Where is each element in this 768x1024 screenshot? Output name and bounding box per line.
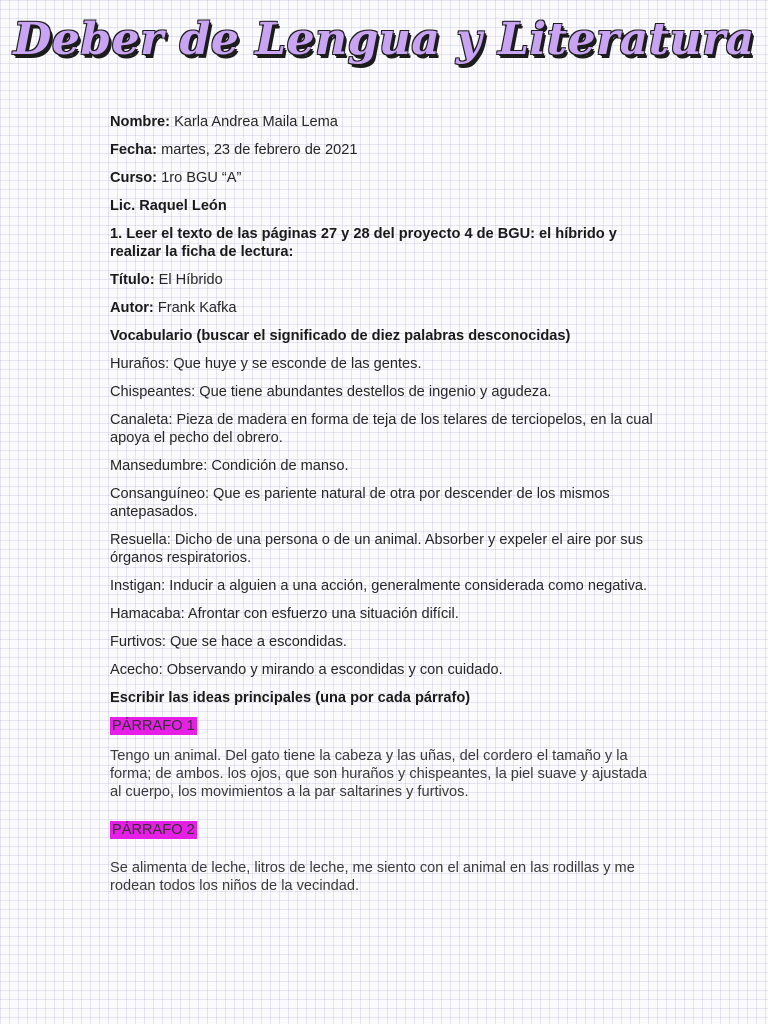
fecha-value: martes, 23 de febrero de 2021 <box>161 142 358 158</box>
fecha-line <box>110 141 655 159</box>
document-body <box>110 113 655 905</box>
curso-value: 1ro BGU “A” <box>161 170 242 186</box>
curso-line <box>110 169 655 187</box>
vocab-item: Huraños: Que huye y se esconde de las gentes. <box>110 356 422 372</box>
ideas-heading: Escribir las ideas principales (una por cada párrafo) <box>110 690 471 706</box>
vocab-item: Canaleta: Pieza de madera en forma de teja de los telares de terciopelos, en la cual apoya el pecho del obrero. <box>110 412 653 446</box>
parrafo-2-label: PÁRRAFO 2 <box>112 822 195 838</box>
vocab-item: Consanguíneo: Que es pariente natural de otra por descender de los mismos antepasados. <box>110 486 610 520</box>
vocab-item: Furtivos: Que se hace a escondidas. <box>110 634 347 650</box>
vocab-item: Hamacaba: Afrontar con esfuerzo una situación difícil. <box>110 606 459 622</box>
vocab-item: Chispeantes: Que tiene abundantes destellos de ingenio y agudeza. <box>110 384 552 400</box>
titulo-value: El Híbrido <box>158 272 223 288</box>
autor-line <box>110 299 655 317</box>
teacher-name: Lic. Raquel León <box>110 198 227 214</box>
vocab-item: Mansedumbre: Condición de manso. <box>110 458 349 474</box>
instruction: 1. Leer el texto de las páginas 27 y 28 del proyecto 4 de BGU: el híbrido y realizar la ficha de lectura: <box>110 226 617 260</box>
vocab-item: Acecho: Observando y mirando a escondidas y con cuidado. <box>110 662 503 678</box>
nombre-value: Karla Andrea Maila Lema <box>174 114 338 130</box>
parrafo-2-label-line <box>110 821 655 839</box>
page-title: Deber de Lengua y Literatura <box>13 14 755 65</box>
parrafo-2-text: Se alimenta de leche, litros de leche, me siento con el animal en las rodillas y me rodean todos los niños de la vecindad. <box>110 860 635 894</box>
parrafo-1-label: PÁRRAFO 1 <box>112 718 195 734</box>
titulo-line <box>110 271 655 289</box>
vocab-item: Resuella: Dicho de una persona o de un animal. Absorber y expeler el aire por sus órganos respiratorios. <box>110 532 643 566</box>
fecha-label: Fecha: <box>110 142 158 158</box>
curso-label: Curso: <box>110 170 158 186</box>
parrafo-1-text: Tengo un animal. Del gato tiene la cabeza y las uñas, del cordero el tamaño y la forma; de ambos. los ojos, que son huraños y chispeantes, la piel suave y ajustada al cuerpo, los movimientos a la par saltarines y furtivos. <box>110 748 648 800</box>
nombre-line <box>110 113 655 131</box>
titulo-label: Título: <box>110 272 155 288</box>
autor-label: Autor: <box>110 300 154 316</box>
vocab-heading: Vocabulario (buscar el significado de diez palabras desconocidas) <box>110 328 571 344</box>
nombre-label: Nombre: <box>110 114 170 130</box>
parrafo-1-label-line <box>110 717 655 735</box>
vocab-item: Instigan: Inducir a alguien a una acción, generalmente considerada como negativa. <box>110 578 648 594</box>
autor-value: Frank Kafka <box>157 300 237 316</box>
